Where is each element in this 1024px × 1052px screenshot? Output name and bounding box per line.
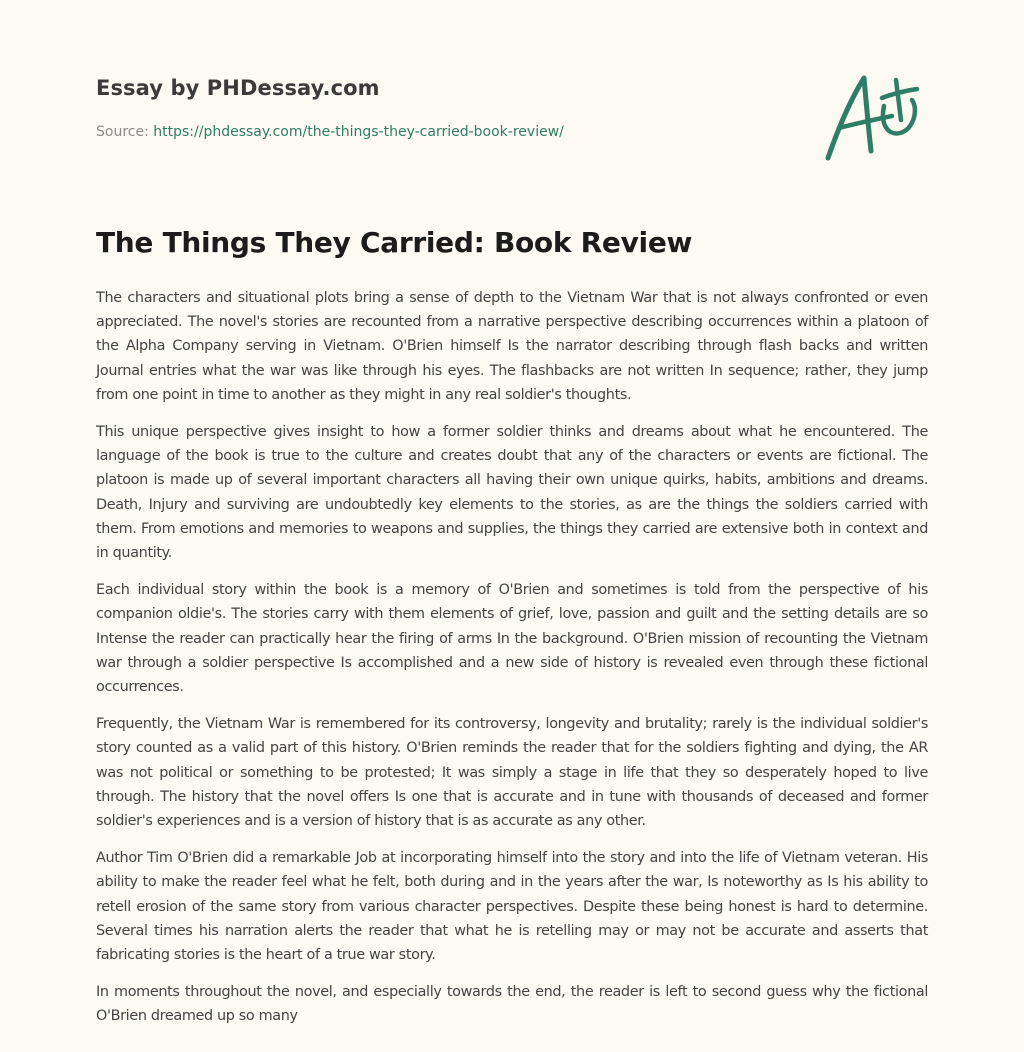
- article-paragraph: Frequently, the Vietnam War is remembered for its controversy, longevity and brutality; rarely is the individual soldier's story counted as a valid part of this history. O'Brien reminds the reader that for the soldiers fighting and dying, the AR was not political or something to be protested; It was simply a stage in life that they so desperately hoped to live through. The history that the novel offers Is one that is accurate and in tune with thousands of deceased and former soldier's experiences and is a version of history that is as accurate as any other.: [96, 716, 928, 830]
- article-paragraph: The characters and situational plots bring a sense of depth to the Vietnam War that is not always confronted or even appreciated. The novel's stories are recounted from a narrative perspective describing occurrences within a platoon of the Alpha Company serving in Vietnam. O'Brien himself Is the narrator describing through flash backs and written Journal entries what the war was like through his eyes. The flashbacks are not written In sequence; rather, they jump from one point in time to another as they might in any real soldier's thoughts.: [96, 290, 928, 403]
- article-body: [96, 286, 928, 1042]
- source-link[interactable]: https://phdessay.com/the-things-they-carried-book-review/: [153, 124, 564, 140]
- article-paragraph: In moments throughout the novel, and especially towards the end, the reader is left to second guess why the fictional O'Brien dreamed up so many: [96, 984, 928, 1025]
- article-paragraph: This unique perspective gives insight to how a former soldier thinks and dreams about what he encountered. The language of the book is true to the culture and creates doubt that any of the characters or events are fictional. The platoon is made up of several important characters all having their own unique quirks, habits, ambitions and dreams. Death, Injury and surviving are undoubtedly key elements to the stories, as are the things the soldiers carried with them. From emotions and memories to weapons and supplies, the things they carried are extensive both in context and in quantity.: [96, 424, 928, 562]
- a-plus-grade-icon: [824, 64, 924, 164]
- page-header: [96, 0, 928, 200]
- source-line: [96, 124, 564, 140]
- site-title: Essay by PHDessay.com: [96, 76, 380, 100]
- article-paragraph: Each individual story within the book is a memory of O'Brien and sometimes is told from the perspective of his companion oldie's. The stories carry with them elements of grief, love, passion and guilt and the setting details are so Intense the reader can practically hear the firing of arms In the background. O'Brien mission of recounting the Vietnam war through a soldier perspective Is accomplished and a new side of history is revealed even through these fictional occurrences.: [96, 582, 928, 696]
- article-title: The Things They Carried: Book Review: [96, 226, 693, 259]
- article-paragraph: Author Tim O'Brien did a remarkable Job at incorporating himself into the story and into the life of Vietnam veteran. His ability to make the reader feel what he felt, both during and in the years after the war, Is noteworthy as Is his ability to retell erosion of the same story from various character perspectives. Despite these being honest is hard to determine. Several times his narration alerts the reader that what he is retelling may or may not be accurate and asserts that fabricating stories is the heart of a true war story.: [96, 850, 928, 964]
- source-label: Source:: [96, 124, 149, 140]
